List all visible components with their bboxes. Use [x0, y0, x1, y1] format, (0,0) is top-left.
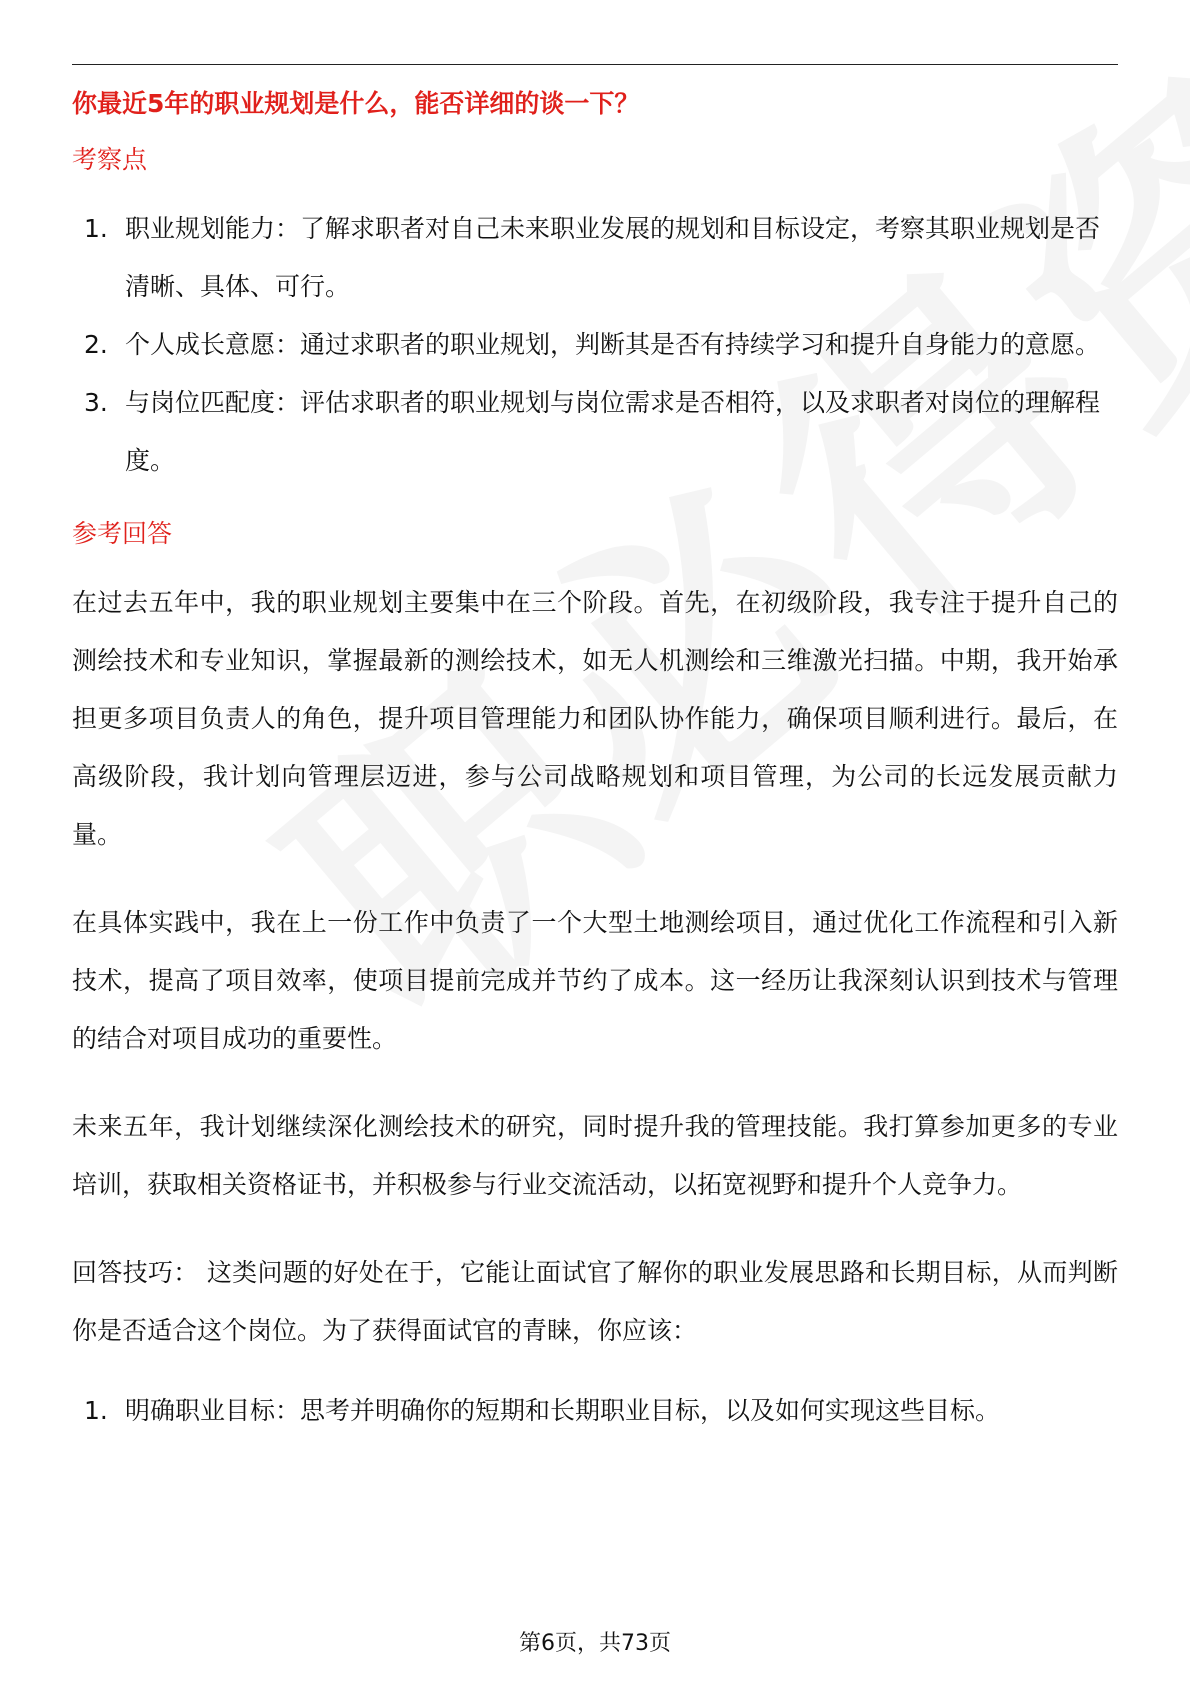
list-number: 2.: [84, 330, 108, 359]
list-item-text: 明确职业目标：思考并明确你的短期和长期职业目标，以及如何实现这些目标。: [125, 1396, 1001, 1425]
question-title: 你最近5年的职业规划是什么，能否详细的谈一下？: [72, 89, 640, 118]
list-number: 1.: [84, 1396, 108, 1425]
answer-paragraph: 在过去五年中，我的职业规划主要集中在三个阶段。首先，在初级阶段，我专注于提升自己的测绘技术和专业知识，掌握最新的测绘技术，如无人机测绘和三维激光扫描。中期，我开始承担更多项目负责人的角色，提升项目管理能力和团队协作能力，确保项目顺利进行。最后，在高级阶段，我计划向管理层迈进，参与公司战略规划和项目管理，为公司的长远发展贡献力量。: [72, 588, 1118, 849]
list-item: [72, 1382, 1118, 1440]
examination-heading: 考察点: [72, 145, 148, 174]
examination-points-list: [72, 200, 1118, 490]
list-item-text: 个人成长意愿：通过求职者的职业规划，判断其是否有持续学习和提升自身能力的意愿。: [125, 330, 1101, 359]
answer-paragraph: 未来五年，我计划继续深化测绘技术的研究，同时提升我的管理技能。我打算参加更多的专业培训，获取相关资格证书，并积极参与行业交流活动，以拓宽视野和提升个人竞争力。: [72, 1112, 1118, 1199]
answer-heading: 参考回答: [72, 519, 173, 548]
list-item: [72, 316, 1118, 374]
list-item: [72, 374, 1118, 490]
list-number: 3.: [84, 388, 108, 417]
answer-paragraph: 在具体实践中，我在上一份工作中负责了一个大型土地测绘项目，通过优化工作流程和引入新技术，提高了项目效率，使项目提前完成并节约了成本。这一经历让我深刻认识到技术与管理的结合对项目成功的重要性。: [72, 908, 1118, 1053]
answer-tips-intro: 回答技巧： 这类问题的好处在于，它能让面试官了解你的职业发展思路和长期目标，从而判断你是否适合这个岗位。为了获得面试官的青睐，你应该：: [72, 1258, 1118, 1345]
list-item-text: 职业规划能力：了解求职者对自己未来职业发展的规划和目标设定，考察其职业规划是否清晰、具体、可行。: [125, 214, 1101, 301]
page-footer: 第6页，共73页: [519, 1631, 671, 1656]
list-number: 1.: [84, 214, 108, 243]
list-item-text: 与岗位匹配度：评估求职者的职业规划与岗位需求是否相符，以及求职者对岗位的理解程度。: [125, 388, 1101, 475]
tips-list: [72, 1382, 1118, 1440]
list-item: [72, 200, 1118, 316]
top-divider: [72, 64, 1118, 65]
page-content: [72, 86, 1118, 1466]
